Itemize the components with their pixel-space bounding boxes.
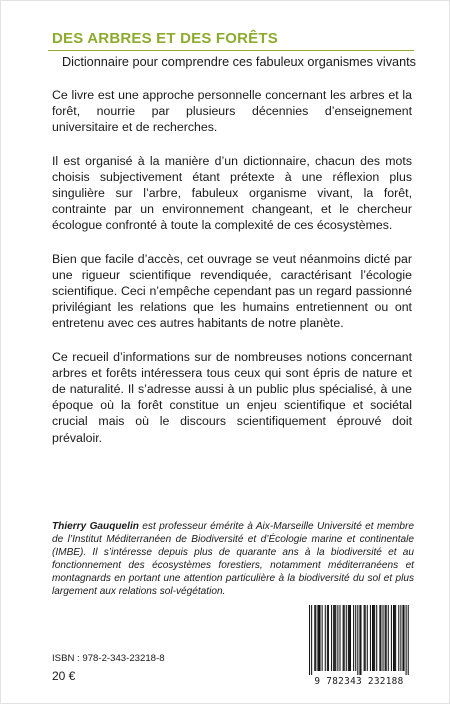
barcode-bar (315, 605, 316, 671)
barcode-bar (364, 605, 365, 671)
barcode-bar (344, 605, 345, 671)
barcode-bar (386, 605, 387, 671)
blurb-paragraph: Ce livre est une approche personnelle concernant les arbres et la forêt, nourrie par plusieurs décennies d’enseignement universitaire et de recherches. (52, 88, 412, 135)
barcode-bar (355, 605, 356, 671)
blurb-paragraph: Ce recueil d’informations sur de nombreuses notions concernant arbres et forêts intéressera tous ceux qui sont épris de nature et de naturalité. Il s’adresse aussi à un public plus spécialisé, à une époque où la forêt constitue un enjeu scientifique et sociétal crucial mais où le discours scientifiquement éprouvé doit prévaloir. (52, 349, 412, 445)
barcode-bar (328, 605, 329, 671)
barcode-bar (334, 605, 335, 671)
author-bio (52, 520, 414, 599)
barcode-bar (337, 605, 338, 671)
series-title: DES ARBRES ET DES FORÊTS (52, 30, 278, 47)
barcode-bar (388, 605, 389, 671)
barcode-bar (385, 605, 386, 671)
barcode-bar (320, 605, 321, 671)
barcode-bar (343, 605, 344, 671)
barcode-bar (325, 605, 326, 671)
barcode-bar (398, 605, 399, 671)
barcode-bar (400, 605, 401, 671)
subtitle: Dictionnaire pour comprendre ces fabuleux organismes vivants (62, 55, 417, 69)
barcode-bar (406, 605, 407, 675)
barcode-bar (317, 605, 318, 671)
barcode-bar (357, 605, 358, 675)
barcode-bar (318, 605, 319, 671)
barcode-bar (339, 605, 340, 671)
barcode-bar (333, 605, 334, 671)
barcode-bar (376, 605, 377, 671)
barcode-bar (374, 605, 375, 671)
barcode-bar (365, 605, 366, 671)
barcode-bar (353, 605, 354, 671)
barcode-bar (314, 605, 315, 671)
barcode-bar (331, 605, 332, 671)
barcode-bar (367, 605, 368, 671)
blurb (52, 87, 412, 463)
price: 20 € (52, 669, 76, 683)
barcode-bar (372, 605, 373, 671)
barcode-bar (370, 605, 371, 671)
barcode-bar (391, 605, 392, 671)
title-rule (48, 50, 414, 51)
barcode-bar (402, 605, 403, 671)
barcode-bar (395, 605, 396, 671)
barcode-bar (383, 605, 384, 671)
barcode (305, 603, 413, 679)
barcode-bar (349, 605, 350, 671)
barcode-bar (322, 605, 323, 671)
barcode-bar (394, 605, 395, 671)
barcode-bar (408, 605, 409, 675)
barcode-bar (393, 605, 394, 671)
barcode-bar (348, 605, 349, 671)
barcode-bar (346, 605, 347, 671)
author-bio-text: est professeur émérite à Aix-Marseille Université et membre de l’Institut Méditerranéen de Biodiversité et d’Écologie marine et continentale (IMBE). Il s’intéresse depuis plus de quarante ans à la biodiversité et au fonctionnement des écosystèmes forestiers, notamment méditerranéens et montagnards en portant une attention particulière à la biodiversité du sol et plus largement aux relations sol-végétation. (52, 521, 414, 598)
barcode-graphic (305, 603, 413, 675)
blurb-paragraph: Bien que facile d’accès, cet ouvrage se veut néanmoins dicté par une rigueur scientifique revendiquée, caractérisant l’écologie scientifique. Ceci n’empêche cependant pas un regard passionné privilégiant les relations que les humains entretiennent ou ont entretenu avec ces autres habitants de notre planète. (52, 251, 412, 331)
barcode-bar (335, 605, 336, 671)
barcode-bar (311, 605, 312, 675)
barcode-bar (404, 605, 405, 671)
barcode-bar (379, 605, 380, 671)
isbn: ISBN : 978-2-343-23218-8 (52, 653, 165, 664)
barcode-bar (327, 605, 328, 671)
barcode-bar (360, 605, 361, 675)
barcode-bar (359, 605, 360, 675)
barcode-number: 9 782343 232188 (314, 676, 404, 687)
blurb-paragraph: Il est organisé à la manière d’un dictionnaire, chacun des mots choisis subjectivement étant prétexte à une réflexion plus singulière sur l’arbre, fabuleux organisme vivant, la forêt, contrainte par un environnement changeant, et le chercheur écologue confronté à toute la complexité de ces écosystèmes. (52, 153, 412, 233)
author-name: Thierry Gauquelin (52, 521, 139, 532)
barcode-bar (309, 605, 310, 675)
barcode-bar (373, 605, 374, 671)
barcode-bar (380, 605, 381, 671)
barcode-bar (350, 605, 351, 671)
